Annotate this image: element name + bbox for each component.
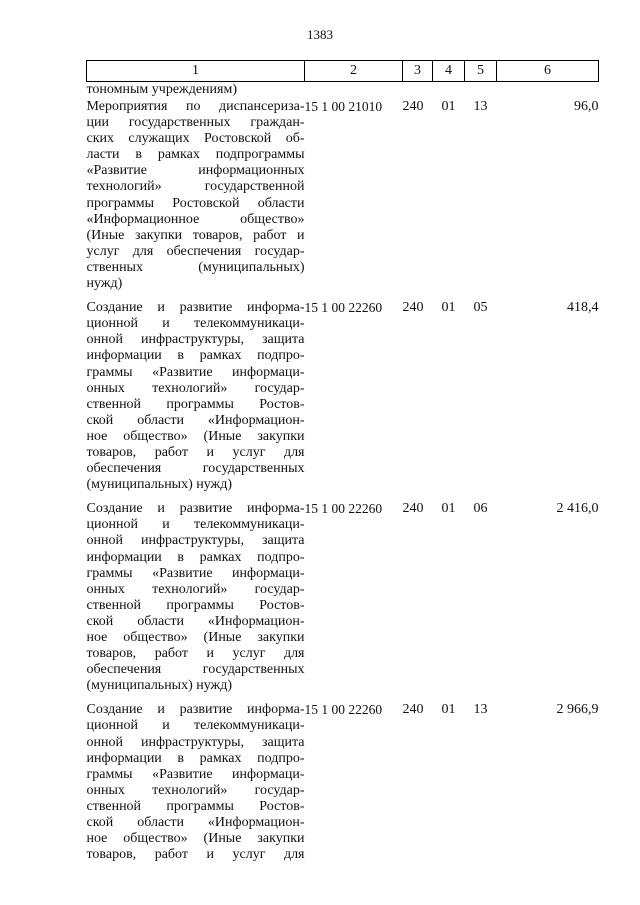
description-line: ственной программы Ростов- <box>86 396 305 412</box>
description-line: ской области «Информацион- <box>86 815 305 831</box>
description-line: (муниципальных) нужд) <box>86 477 233 493</box>
row-description <box>87 499 305 700</box>
description-line: граммы «Развитие информаци- <box>86 766 305 782</box>
table-row <box>87 700 599 869</box>
table-row <box>87 97 599 298</box>
row-subsection: 06 <box>473 501 488 517</box>
table-body <box>87 82 599 870</box>
description-line: информации в рамках подпро- <box>86 348 305 364</box>
description-line: нужд) <box>86 276 123 292</box>
row-expense-type: 240 <box>402 702 424 718</box>
description-line: «Развитие информационных <box>86 163 305 179</box>
description-line: онной инфраструктуры, защита <box>86 734 305 750</box>
row-expense-type: 240 <box>402 99 424 114</box>
description-line: ное общество» (Иные закупки <box>86 630 305 645</box>
description-line: граммы «Развитие информаци- <box>86 565 305 581</box>
description-line: ственной программы Ростов- <box>86 597 305 613</box>
description-line: Создание и развитие информа- <box>86 300 305 316</box>
description-line: ционной и телекоммуникаци- <box>86 316 305 332</box>
continuation-row <box>87 82 599 98</box>
description-line: информации в рамках подпро- <box>86 750 305 766</box>
description-line: ской области «Информацион- <box>86 412 305 428</box>
description-line: обеспечения государственных <box>86 461 305 477</box>
row-amount: 418,4 <box>567 300 599 316</box>
description-line: ционной и телекоммуникаци- <box>86 517 305 533</box>
description-line: (муниципальных) нужд) <box>86 678 233 694</box>
row-expense-type: 240 <box>402 501 424 517</box>
description-line: ционной и телекоммуникаци- <box>86 718 305 734</box>
row-section: 01 <box>441 702 456 718</box>
row-target-code: 15 1 00 22260 <box>304 501 383 517</box>
description-line: обеспечения государственных <box>86 662 305 678</box>
description-line: онных технологий» государ- <box>86 380 305 396</box>
description-line: ции государственных граждан- <box>86 115 305 131</box>
table-header <box>87 61 599 82</box>
description-line: Создание и развитие информа- <box>86 702 305 718</box>
header-col-2: 2 <box>305 61 403 82</box>
description-line: технологий» государственной <box>86 179 305 195</box>
description-line: программы Ростовской области <box>86 195 305 211</box>
description-line: ственной программы Ростов- <box>86 798 305 814</box>
row-description <box>87 298 305 499</box>
row-subsection: 13 <box>473 702 488 718</box>
description-line: услуг для обеспечения государ- <box>86 243 305 259</box>
description-line: онной инфраструктуры, защита <box>86 332 305 348</box>
budget-table <box>86 60 599 869</box>
description-line: Создание и развитие информа- <box>86 501 305 517</box>
row-subsection: 05 <box>473 300 488 316</box>
row-amount: 2 416,0 <box>556 501 599 517</box>
description-line: онных технологий» государ- <box>86 782 305 798</box>
row-expense-type: 240 <box>402 300 424 316</box>
description-line: ственных (муниципальных) <box>86 259 305 275</box>
description-line: ное общество» (Иные закупки <box>86 831 305 847</box>
description-line: товаров, работ и услуг для <box>86 847 305 863</box>
header-col-3: 3 <box>403 61 433 82</box>
description-line: ласти в рамках подпрограммы <box>86 147 305 163</box>
row-description <box>87 97 305 298</box>
page-number: 1383 <box>307 27 333 42</box>
description-line: ской области «Информацион- <box>86 613 305 629</box>
row-section: 01 <box>441 300 456 316</box>
row-target-code: 15 1 00 22260 <box>304 300 383 316</box>
header-col-6: 6 <box>497 61 599 82</box>
row-description <box>87 700 305 869</box>
description-line: Мероприятия по диспансеризa- <box>86 99 305 114</box>
description-line: ских служащих Ростовской об- <box>86 131 305 147</box>
description-line: товаров, работ и услуг для <box>86 444 305 460</box>
description-line: «Информационное общество» <box>86 211 305 227</box>
header-col-1: 1 <box>87 61 305 82</box>
description-line: информации в рамках подпро- <box>86 549 305 565</box>
description-line: онной инфраструктуры, защита <box>86 533 305 549</box>
header-row <box>87 61 599 82</box>
description-line: ное общество» (Иные закупки <box>86 428 305 444</box>
row-section: 01 <box>441 99 456 114</box>
table-row <box>87 298 599 499</box>
description-line: онных технологий» государ- <box>86 581 305 597</box>
row-section: 01 <box>441 501 456 517</box>
row-target-code: 15 1 00 21010 <box>304 99 383 114</box>
description-line: граммы «Развитие информаци- <box>86 364 305 380</box>
header-col-4: 4 <box>433 61 465 82</box>
description-line: товаров, работ и услуг для <box>86 646 305 662</box>
continuation-text: тономным учреждениям) <box>86 82 237 97</box>
row-amount: 96,0 <box>574 99 599 114</box>
description-line: (Иные закупки товаров, работ и <box>86 227 305 243</box>
row-subsection: 13 <box>473 99 488 114</box>
row-amount: 2 966,9 <box>556 702 599 718</box>
row-target-code: 15 1 00 22260 <box>304 702 383 718</box>
header-col-5: 5 <box>465 61 497 82</box>
table-row <box>87 499 599 700</box>
